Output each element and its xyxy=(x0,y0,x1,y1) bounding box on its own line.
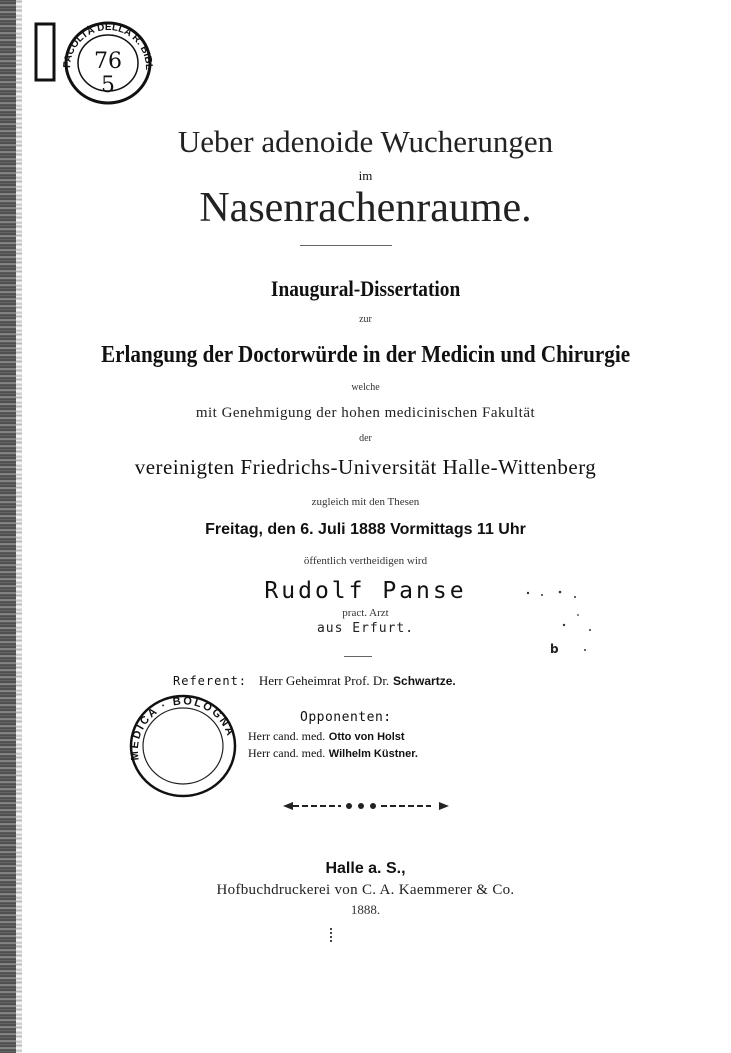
shelf-number-2: 5 xyxy=(101,73,115,98)
title-line-3: Nasenrachenraume. xyxy=(199,185,532,231)
title-line-1: Ueber adenoide Wucherungen xyxy=(177,124,554,159)
date-line: Freitag, den 6. Juli 1888 Vormittags 11 Uhr xyxy=(205,521,526,538)
shelf-number-1: 76 xyxy=(94,49,122,74)
opponent-1: Herr cand. med. Otto von Holst xyxy=(248,729,405,743)
zur-line: zur xyxy=(359,314,372,325)
genehmigung-line: mit Genehmigung der hohen medicinischen Fakultät xyxy=(195,405,536,421)
svg-text:MEDICA · BOLOGNA: MEDICA · BOLOGNA xyxy=(128,695,237,761)
thesen-line: zugleich mit den Thesen xyxy=(311,496,420,508)
svg-text:b: b xyxy=(550,642,559,656)
ink-mark xyxy=(330,928,332,942)
library-stamp-bottom xyxy=(125,690,240,802)
short-rule xyxy=(344,656,372,657)
referent-line: Referent: Herr Geheimrat Prof. Dr. Schwartze. xyxy=(173,673,456,688)
welche-line: welche xyxy=(351,382,380,393)
imprint-place: Halle a. S., xyxy=(325,860,406,877)
der-line: der xyxy=(359,433,372,444)
library-stamp-top xyxy=(30,8,158,112)
university-line: vereinigten Friedrichs-Universität Halle-Wittenberg xyxy=(134,455,597,479)
author-name: Rudolf Panse xyxy=(264,578,467,604)
erlangung-line: Erlangung der Doctorwürde in der Medicin und Chirurgie xyxy=(100,342,630,368)
author-origin: aus Erfurt. xyxy=(316,621,415,636)
svg-text:FACOLTÀ DELLA R. BIBLIOTECA: FACOLTÀ DELLA R. BIBL xyxy=(61,21,155,71)
opponent-2: Herr cand. med. Wilhelm Küstner. xyxy=(248,746,418,760)
imprint-year: 1888. xyxy=(350,902,381,917)
ink-speckles xyxy=(520,585,600,665)
imprint-printer: Hofbuchdruckerei von C. A. Kaemmerer & Co. xyxy=(216,882,515,898)
author-title: pract. Arzt xyxy=(342,607,389,619)
title-rule xyxy=(300,245,392,246)
ornament-divider xyxy=(0,798,731,817)
title-line-2: im xyxy=(358,168,373,183)
verteidigen-line: öffentlich vertheidigen wird xyxy=(303,555,428,567)
opponents-label: Opponenten: xyxy=(300,710,392,725)
dissertation-heading: Inaugural-Dissertation xyxy=(270,276,461,301)
